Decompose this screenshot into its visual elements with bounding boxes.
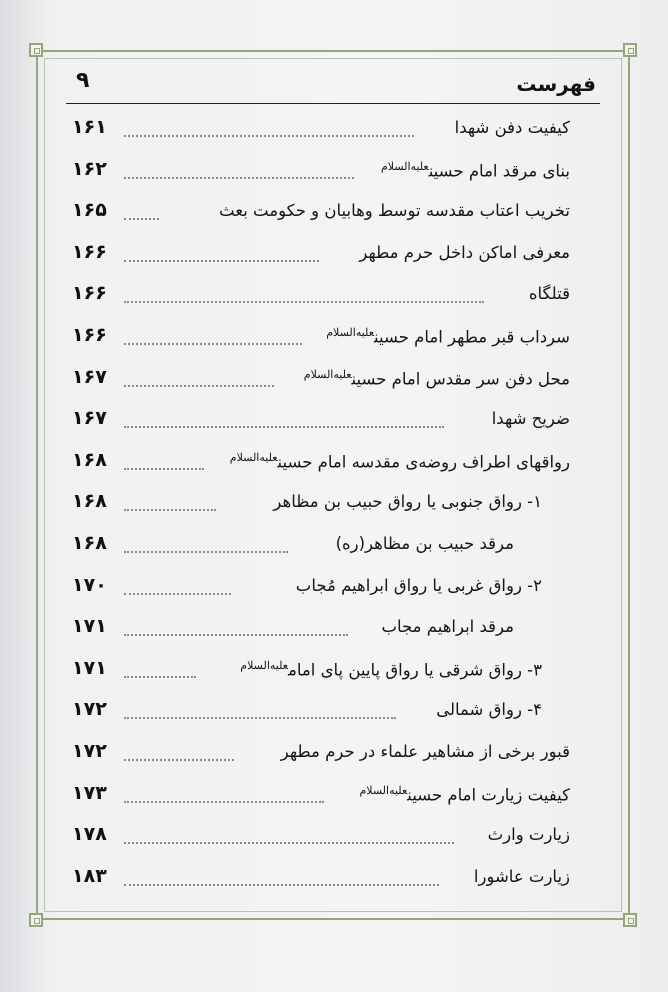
toc-page-number: ۱۷۱ bbox=[72, 656, 107, 679]
dot-leader bbox=[124, 426, 444, 428]
honorific-glyph: علیه‌السلام bbox=[359, 783, 408, 797]
honorific-glyph: علیه‌السلام bbox=[240, 658, 289, 672]
toc-entry-title bbox=[381, 160, 570, 181]
toc-entry-title bbox=[529, 284, 570, 303]
toc-entry-title bbox=[304, 368, 570, 389]
toc-row bbox=[66, 362, 600, 404]
toc-page-number: ۱۶۲ bbox=[72, 157, 107, 180]
toc-entry-text: رواقهای اطراف روضه‌ی مقدسه امام حسین bbox=[277, 452, 570, 472]
toc-entry-title bbox=[455, 118, 570, 137]
toc-page-number: ۱۶۶ bbox=[72, 240, 107, 263]
toc-entry-title bbox=[336, 534, 514, 553]
toc-page-number: ۱۶۸ bbox=[72, 531, 107, 554]
dot-leader bbox=[124, 593, 231, 595]
toc-row bbox=[66, 861, 600, 903]
toc-row bbox=[66, 112, 600, 154]
toc-entry-text: بنای مرقد امام حسین bbox=[428, 161, 570, 181]
dot-leader bbox=[124, 260, 319, 262]
toc-page-number: ۱۶۷ bbox=[72, 407, 107, 430]
toc-page-number: ۱۷۲ bbox=[72, 698, 107, 721]
page-number: ۹ bbox=[76, 68, 90, 93]
toc-page-number: ۱۷۱ bbox=[72, 615, 107, 638]
dot-leader bbox=[124, 842, 454, 844]
toc-page-number: ۱۷۲ bbox=[72, 739, 107, 762]
toc-entry-title bbox=[436, 700, 542, 719]
toc-entry-text: کیفیت زیارت امام حسین bbox=[407, 785, 570, 804]
toc-entry-text: ۴- رواق شمالی bbox=[436, 700, 542, 720]
toc-entry-text: ۳- رواق شرقی یا رواق پایین پای امام bbox=[288, 660, 542, 680]
toc-row bbox=[66, 778, 600, 820]
toc-row bbox=[66, 195, 600, 237]
toc-entry-title bbox=[381, 617, 514, 636]
toc-entry-text: مرقد حبیب بن مظاهر(ره) bbox=[335, 533, 514, 553]
toc-row bbox=[66, 819, 600, 861]
toc-entry-title bbox=[492, 409, 570, 428]
dot-leader bbox=[124, 884, 439, 886]
toc-entry-text: ۱- رواق جنوبی یا رواق حبیب بن مظاهر bbox=[273, 492, 542, 512]
dot-leader bbox=[124, 468, 204, 470]
toc-entry-title bbox=[360, 784, 571, 805]
toc-entry-text: محل دفن سر مقدس امام حسین bbox=[351, 369, 570, 389]
toc-row bbox=[66, 653, 600, 695]
toc-entry-text: مرقد ابراهیم مجاب bbox=[381, 617, 514, 637]
dot-leader bbox=[124, 634, 348, 636]
toc-entry-text: تخریب اعتاب مقدسه توسط وهابیان و حکومت بعث bbox=[219, 201, 570, 221]
dot-leader bbox=[124, 509, 216, 511]
toc-page-number: ۱۷۸ bbox=[72, 823, 107, 846]
dot-leader bbox=[124, 759, 234, 761]
toc-row bbox=[66, 154, 600, 196]
toc-entry-title bbox=[273, 492, 542, 511]
page-title: فهرست bbox=[516, 72, 596, 96]
toc-entry-text: سرداب قبر مطهر امام حسین bbox=[374, 327, 570, 347]
toc-row bbox=[66, 278, 600, 320]
toc-row bbox=[66, 237, 600, 279]
honorific-glyph: علیه‌السلام bbox=[326, 325, 375, 339]
table-of-contents bbox=[66, 112, 600, 902]
toc-row bbox=[66, 320, 600, 362]
dot-leader bbox=[124, 218, 159, 220]
toc-entry-text: ضریح شهدا bbox=[491, 409, 570, 429]
toc-entry-title bbox=[219, 201, 570, 220]
toc-row bbox=[66, 403, 600, 445]
toc-page-number: ۱۶۸ bbox=[72, 448, 107, 471]
toc-page-number: ۱۶۷ bbox=[72, 365, 107, 388]
corner-ornament-bottom-right bbox=[623, 913, 637, 927]
toc-row bbox=[66, 611, 600, 653]
corner-ornament-bottom-left bbox=[29, 913, 43, 927]
toc-entry-text: معرفی اماکن داخل حرم مطهر bbox=[359, 242, 570, 262]
toc-page-number: ۱۶۵ bbox=[72, 199, 107, 222]
toc-page-number: ۱۸۳ bbox=[72, 864, 107, 887]
toc-entry-text: زیارت وارث bbox=[487, 825, 570, 845]
dot-leader bbox=[124, 676, 196, 678]
dot-leader bbox=[124, 717, 396, 719]
toc-page-number: ۱۶۶ bbox=[72, 323, 107, 346]
toc-row bbox=[66, 486, 600, 528]
corner-ornament-top-left bbox=[29, 43, 43, 57]
toc-row bbox=[66, 736, 600, 778]
page-header bbox=[66, 66, 600, 104]
toc-entry-title bbox=[326, 326, 570, 347]
dot-leader bbox=[124, 385, 274, 387]
toc-page-number: ۱۷۰ bbox=[72, 573, 107, 596]
dot-leader bbox=[124, 801, 324, 803]
toc-entry-text: قبور برخی از مشاهیر علماء در حرم مطهر bbox=[280, 741, 570, 761]
honorific-glyph: علیه‌السلام bbox=[229, 450, 278, 464]
toc-entry-title bbox=[359, 243, 570, 262]
dot-leader bbox=[124, 343, 302, 345]
corner-ornament-top-right bbox=[623, 43, 637, 57]
toc-row bbox=[66, 528, 600, 570]
toc-entry-text: قتلگاه bbox=[528, 284, 570, 304]
dot-leader bbox=[124, 177, 354, 179]
toc-entry-text: ۲- رواق غربی یا رواق ابراهیم مُجاب bbox=[295, 575, 542, 595]
toc-entry-title bbox=[230, 451, 570, 472]
toc-page-number: ۱۶۸ bbox=[72, 490, 107, 513]
toc-row bbox=[66, 570, 600, 612]
toc-entry-text: کیفیت دفن شهدا bbox=[454, 118, 570, 137]
toc-entry-text: زیارت عاشورا bbox=[473, 866, 570, 886]
toc-page-number: ۱۶۶ bbox=[72, 282, 107, 305]
toc-entry-title bbox=[240, 659, 542, 680]
dot-leader bbox=[124, 551, 288, 553]
toc-entry-title bbox=[281, 742, 570, 761]
toc-page-number: ۱۶۱ bbox=[72, 116, 107, 138]
toc-page-number: ۱۷۳ bbox=[72, 781, 107, 804]
toc-row bbox=[66, 694, 600, 736]
toc-row bbox=[66, 445, 600, 487]
toc-entry-title bbox=[296, 576, 542, 595]
toc-entry-title bbox=[488, 825, 570, 844]
dot-leader bbox=[124, 301, 484, 303]
dot-leader bbox=[124, 135, 414, 137]
honorific-glyph: علیه‌السلام bbox=[303, 367, 352, 381]
toc-entry-title bbox=[474, 867, 570, 886]
honorific-glyph: علیه‌السلام bbox=[380, 159, 429, 173]
